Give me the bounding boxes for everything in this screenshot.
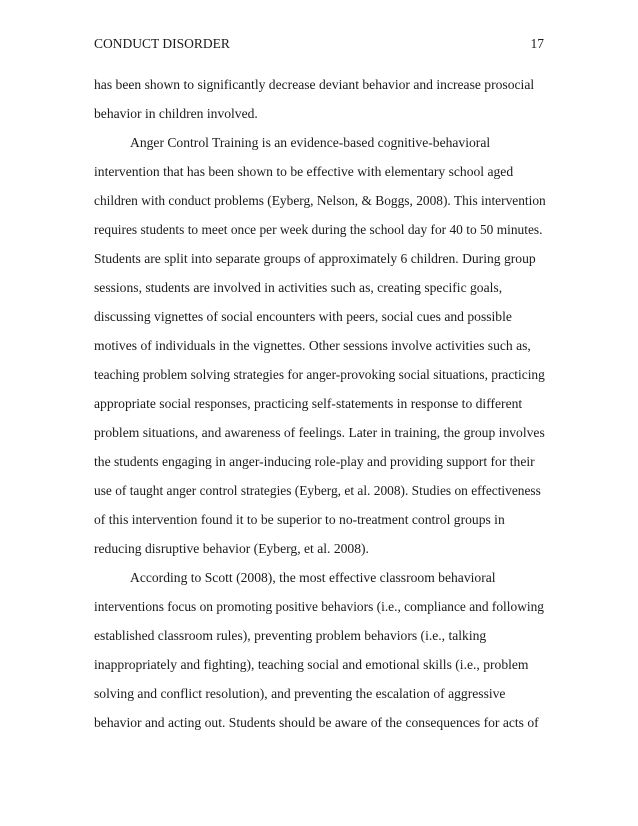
page-number: 17 — [530, 36, 544, 51]
text-line: solving and conflict resolution), and preventing the escalation of aggressive — [94, 686, 506, 701]
text-line: of this intervention found it to be superior to no-treatment control groups in — [94, 512, 505, 527]
text-line: behavior in children involved. — [94, 106, 258, 121]
text-line: has been shown to significantly decrease deviant behavior and increase prosocial — [94, 77, 535, 92]
text-line: Students are split into separate groups of approximately 6 children. During group — [94, 251, 536, 266]
text-line: reducing disruptive behavior (Eyberg, et al. 2008). — [94, 541, 369, 556]
text-line: appropriate social responses, practicing self-statements in response to different — [94, 396, 523, 411]
text-line: problem situations, and awareness of feelings. Later in training, the group involves — [94, 425, 545, 440]
text-line: motives of individuals in the vignettes. Other sessions involve activities such as, — [94, 338, 531, 353]
text-line: requires students to meet once per week during the school day for 40 to 50 minutes. — [94, 222, 543, 237]
page-header — [94, 36, 544, 56]
text-line: interventions focus on promoting positive behaviors (i.e., compliance and following — [94, 599, 544, 614]
text-line: discussing vignettes of social encounters with peers, social cues and possible — [94, 309, 512, 324]
text-line: the students engaging in anger-inducing role-play and providing support for their — [94, 454, 535, 469]
text-line: behavior and acting out. Students should be aware of the consequences for acts of — [94, 715, 539, 730]
paragraph-first-line: According to Scott (2008), the most effective classroom behavioral — [130, 570, 496, 585]
text-line: intervention that has been shown to be effective with elementary school aged — [94, 164, 514, 179]
running-head: CONDUCT DISORDER — [94, 36, 230, 51]
paragraph-first-line: Anger Control Training is an evidence-based cognitive-behavioral — [130, 135, 491, 150]
text-line: children with conduct problems (Eyberg, Nelson, & Boggs, 2008). This intervention — [94, 193, 546, 208]
body-text — [94, 70, 546, 737]
text-line: established classroom rules), preventing problem behaviors (i.e., talking — [94, 628, 487, 643]
text-line: inappropriately and fighting), teaching social and emotional skills (i.e., problem — [94, 657, 529, 672]
text-line: sessions, students are involved in activities such as, creating specific goals, — [94, 280, 503, 295]
text-line: use of taught anger control strategies (Eyberg, et al. 2008). Studies on effectiveness — [94, 483, 541, 498]
text-line: teaching problem solving strategies for anger-provoking social situations, practicing — [94, 367, 545, 382]
